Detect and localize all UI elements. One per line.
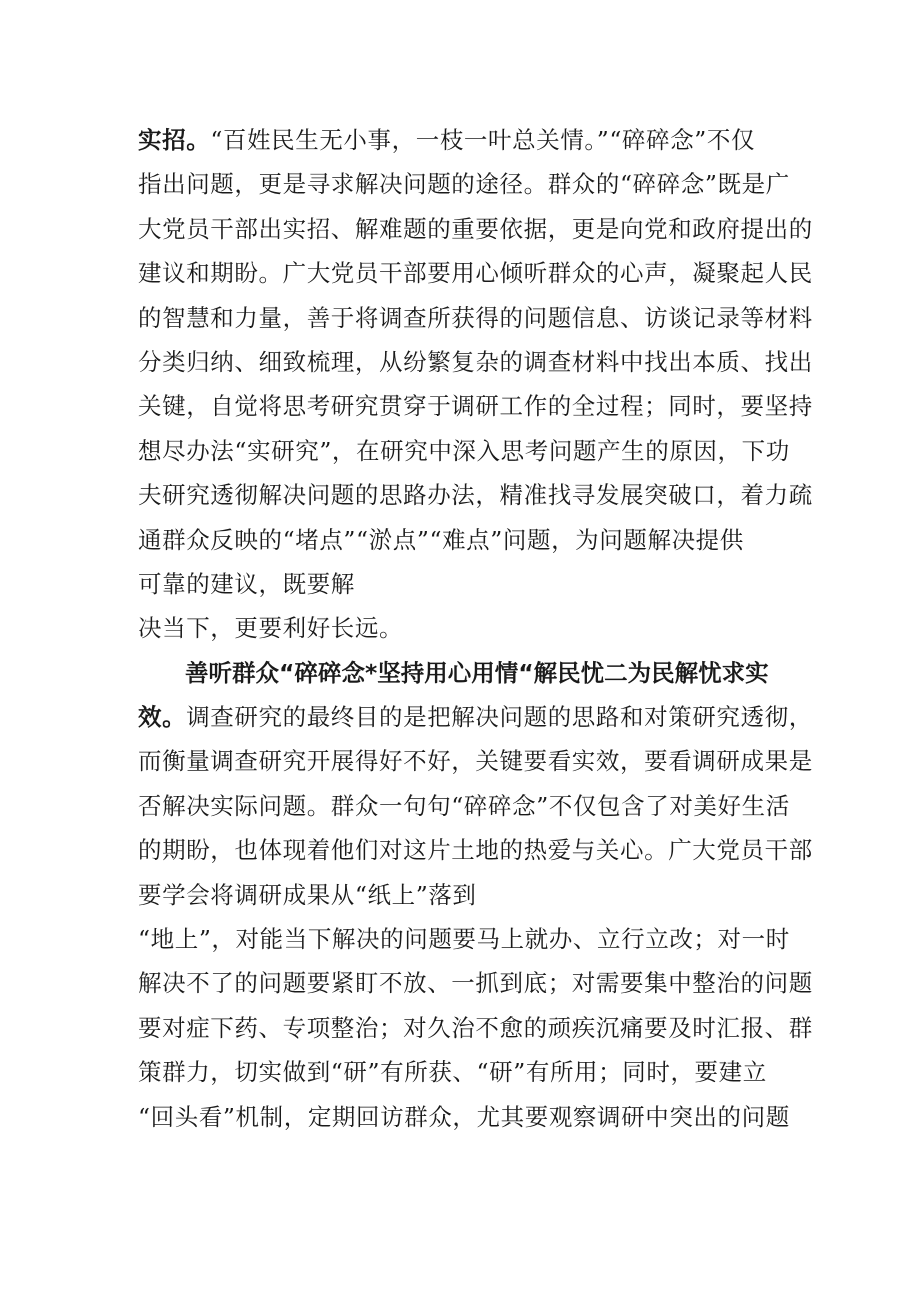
line-text: “回头看”机制，定期回访群众，尤其要观察调研中突出的问题 [138, 1102, 790, 1131]
line-text: 的期盼，也体现着他们对这片土地的热爱与关心。广大党员干部 [138, 836, 813, 865]
line-text: 否解决实际问题。群众一句句“碎碎念”不仅包含了对美好生活 [138, 791, 790, 820]
text-line [138, 1050, 798, 1094]
line-text: 策群力，切实做到“研”有所获、“研”有所用；同时，要建立 [138, 1058, 767, 1087]
line-text: 决当下，更要利好长远。 [138, 614, 404, 643]
text-line [138, 1095, 798, 1139]
line-text: 关键，自觉将思考研究贯穿于调研工作的全过程；同时，要坚持 [138, 392, 813, 421]
text-line [138, 473, 813, 517]
body-text [138, 118, 813, 1139]
text-line [138, 695, 813, 739]
text-line [138, 606, 798, 650]
text-line [138, 207, 813, 251]
line-text: 通群众反映的“堵点”“淤点”“难点”问题，为问题解决提供 [138, 525, 744, 554]
text-line [138, 562, 798, 606]
bold-lead: 效。 [138, 703, 187, 732]
section-heading: 善听群众“碎碎念*坚持用心用情“解民忧二为民解忧求实 [185, 658, 769, 687]
line-text: 的智慧和力量，善于将调查所获得的问题信息、访谈记录等材料 [138, 303, 813, 332]
bold-lead: 实招。 [138, 126, 211, 154]
line-text: 要学会将调研成果从“纸上”落到 [138, 880, 477, 909]
line-text: “地上”，对能当下解决的问题要马上就办、立行立改；对一时 [138, 925, 790, 954]
text-line [138, 1006, 813, 1050]
line-text: 大党员干部出实招、解难题的重要依据，更是向党和政府提出的 [138, 214, 813, 243]
text-line [138, 296, 813, 340]
line-text: 而衡量调查研究开展得好不好，关键要看实效，要看调研成果是 [138, 747, 813, 776]
line-text: “百姓民生无小事，一枝一叶总关情。”“碎碎念”不仅 [210, 126, 756, 154]
line-text: 建议和期盼。广大党员干部要用心倾听群众的心声，凝聚起人民 [138, 259, 813, 288]
text-line [138, 340, 813, 384]
section-heading-line [138, 651, 798, 695]
text-line [138, 518, 798, 562]
text-line [138, 828, 813, 872]
line-text: 可靠的建议，既要解 [138, 569, 355, 598]
text-line [138, 429, 798, 473]
line-text: 指出问题，更是寻求解决问题的途径。群众的“碎碎念”既是广 [138, 170, 790, 199]
text-line [138, 162, 798, 206]
line-text: 调查研究的最终目的是把解决问题的思路和对策研究透彻， [186, 703, 813, 732]
text-line [138, 873, 798, 917]
text-line [138, 961, 813, 1005]
line-text: 想尽办法“实研究”，在研究中深入思考问题产生的原因，下功 [138, 436, 790, 465]
line-text: 分类归纳、细致梳理，从纷繁复杂的调查材料中找出本质、找出 [138, 347, 813, 376]
text-line [138, 251, 813, 295]
line-text: 解决不了的问题要紧盯不放、一抓到底；对需要集中整治的问题 [138, 969, 813, 998]
text-line [138, 784, 798, 828]
text-line [138, 384, 813, 428]
text-line [138, 739, 813, 783]
text-line [138, 118, 798, 162]
text-line [138, 917, 798, 961]
line-text: 夫研究透彻解决问题的思路办法，精准找寻发展突破口，着力疏 [138, 481, 813, 510]
line-text: 要对症下药、专项整治；对久治不愈的顽疾沉痛要及时汇报、群 [138, 1013, 813, 1042]
